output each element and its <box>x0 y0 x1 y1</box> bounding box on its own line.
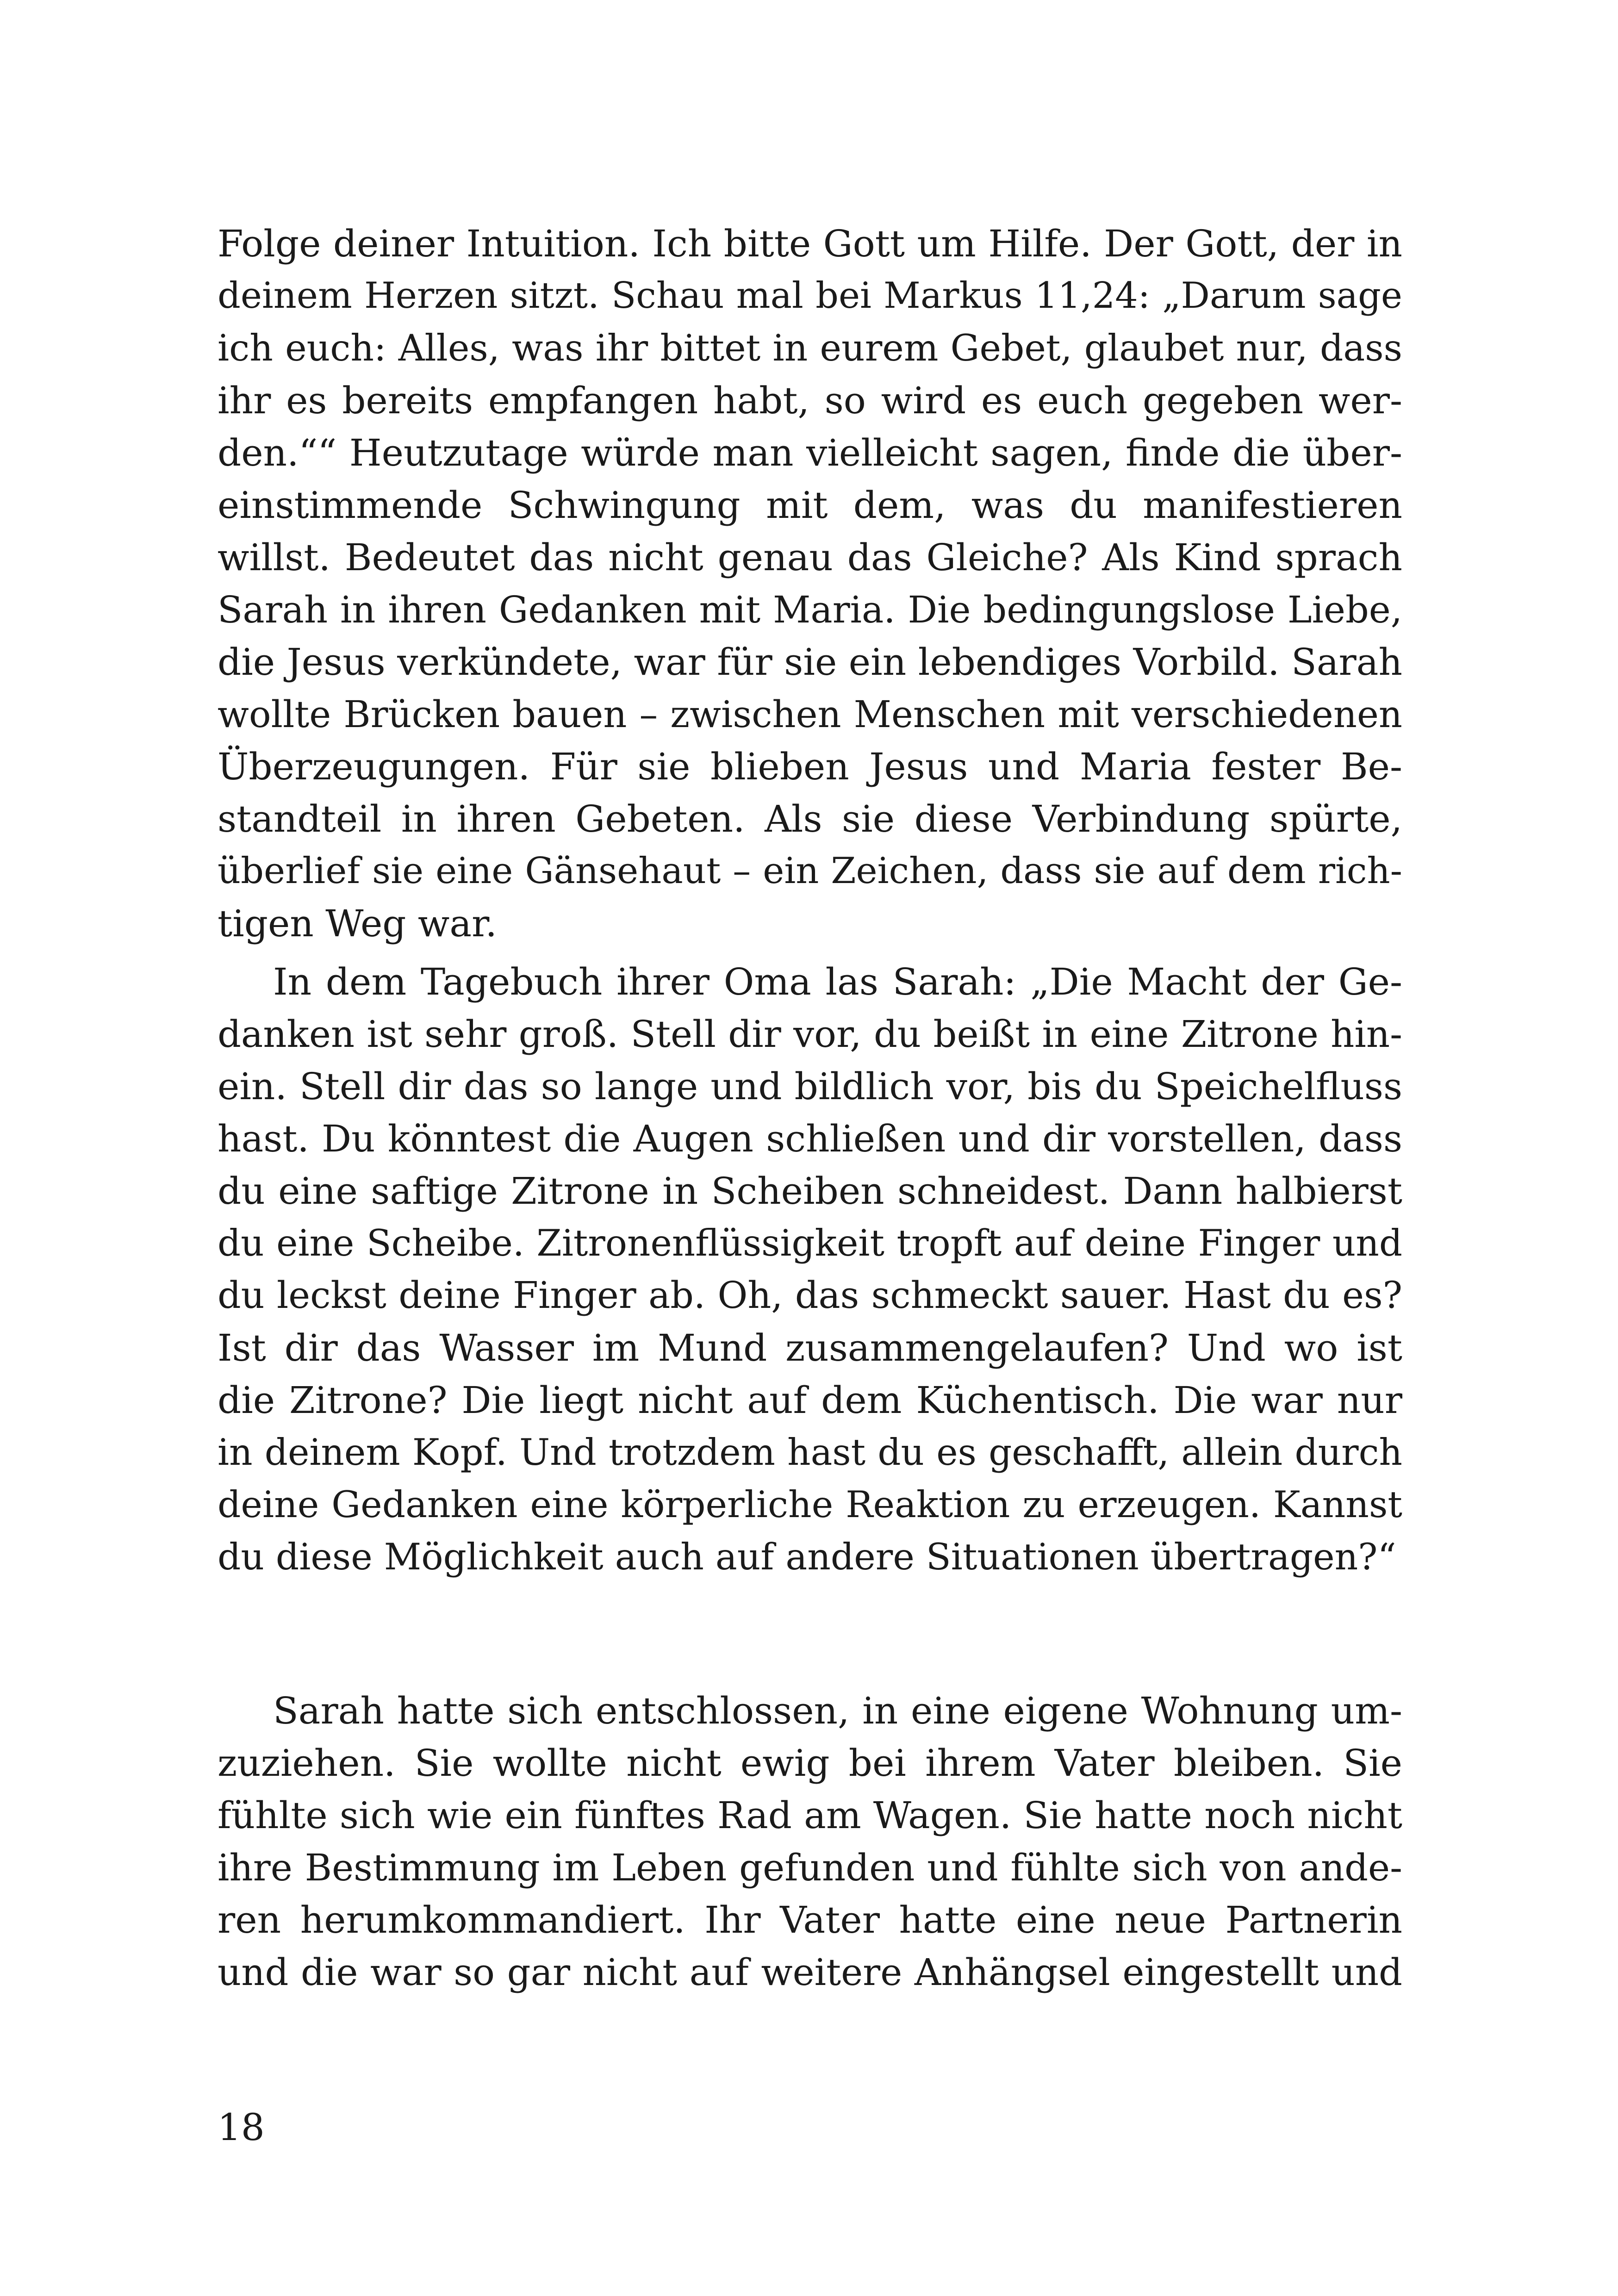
text-line: Sarah hatte sich entschlossen, in eine eigene Wohnung um- <box>273 1689 1402 1732</box>
text-line: überlief sie eine Gänsehaut – ein Zeichen, dass sie auf dem rich- <box>218 850 1402 892</box>
text-line: ihre Bestimmung im Leben gefunden und fühlte sich von ande- <box>218 1846 1402 1889</box>
paragraph-1 <box>218 218 1402 950</box>
text-line: In dem Tagebuch ihrer Oma las Sarah: „Die Macht der Ge- <box>273 960 1402 1003</box>
text-line: deinem Herzen sitzt. Schau mal bei Markus 11,24: „Darum sage <box>218 275 1402 317</box>
text-line: ein. Stell dir das so lange und bildlich vor, bis du Speichelfluss <box>218 1065 1402 1108</box>
paragraph-3 <box>218 1685 1402 1998</box>
text-line: du eine Scheibe. Zitronenflüssigkeit tropft auf deine Finger und <box>218 1222 1402 1264</box>
text-line: fühlte sich wie ein fünftes Rad am Wagen. Sie hatte noch nicht <box>218 1794 1402 1837</box>
page-number: 18 <box>218 2106 265 2149</box>
text-line: du leckst deine Finger ab. Oh, das schmeckt sauer. Hast du es? <box>218 1274 1402 1317</box>
text-line: die Zitrone? Die liegt nicht auf dem Küchentisch. Die war nur <box>218 1379 1402 1422</box>
text-line: hast. Du könntest die Augen schließen und dir vorstellen, dass <box>218 1117 1402 1160</box>
text-line: danken ist sehr groß. Stell dir vor, du beißt in eine Zitrone hin- <box>218 1013 1402 1056</box>
text-line: tigen Weg war. <box>218 902 497 945</box>
text-line: und die war so gar nicht auf weitere Anhängsel eingestellt und <box>218 1951 1402 1994</box>
text-line: Ist dir das Wasser im Mund zusammengelaufen? Und wo ist <box>218 1326 1402 1369</box>
text-line: zuziehen. Sie wollte nicht ewig bei ihrem Vater bleiben. Sie <box>218 1742 1402 1785</box>
text-line: den.““ Heutzutage würde man vielleicht sagen, finde die über- <box>218 431 1402 474</box>
text-line: Überzeugungen. Für sie blieben Jesus und Maria fester Be- <box>218 745 1402 788</box>
text-line: du diese Möglichkeit auch auf andere Situationen übertragen?“ <box>218 1536 1396 1578</box>
text-line: standteil in ihren Gebeten. Als sie diese Verbindung spürte, <box>218 797 1402 840</box>
text-line: Folge deiner Intuition. Ich bitte Gott um Hilfe. Der Gott, der in <box>218 222 1402 265</box>
text-line: wollte Brücken bauen – zwischen Menschen mit verschiedenen <box>218 693 1402 736</box>
text-line: deine Gedanken eine körperliche Reaktion zu erzeugen. Kannst <box>218 1483 1402 1526</box>
text-line: die Jesus verkündete, war für sie ein lebendiges Vorbild. Sarah <box>218 641 1402 684</box>
text-line: ren herumkommandiert. Ihr Vater hatte eine neue Partnerin <box>218 1898 1402 1941</box>
text-line: einstimmende Schwingung mit dem, was du manifestieren <box>218 484 1402 527</box>
text-line: du eine saftige Zitrone in Scheiben schneidest. Dann halbierst <box>218 1170 1402 1213</box>
text-line: willst. Bedeutet das nicht genau das Gleiche? Als Kind sprach <box>218 536 1402 579</box>
text-line: Sarah in ihren Gedanken mit Maria. Die bedingungslose Liebe, <box>218 588 1402 631</box>
text-line: ihr es bereits empfangen habt, so wird es euch gegeben wer- <box>218 379 1402 422</box>
text-line: in deinem Kopf. Und trotzdem hast du es geschafft, allein durch <box>218 1431 1402 1474</box>
text-line: ich euch: Alles, was ihr bittet in eurem Gebet, glaubet nur, dass <box>218 327 1402 369</box>
paragraph-2 <box>218 956 1402 1583</box>
